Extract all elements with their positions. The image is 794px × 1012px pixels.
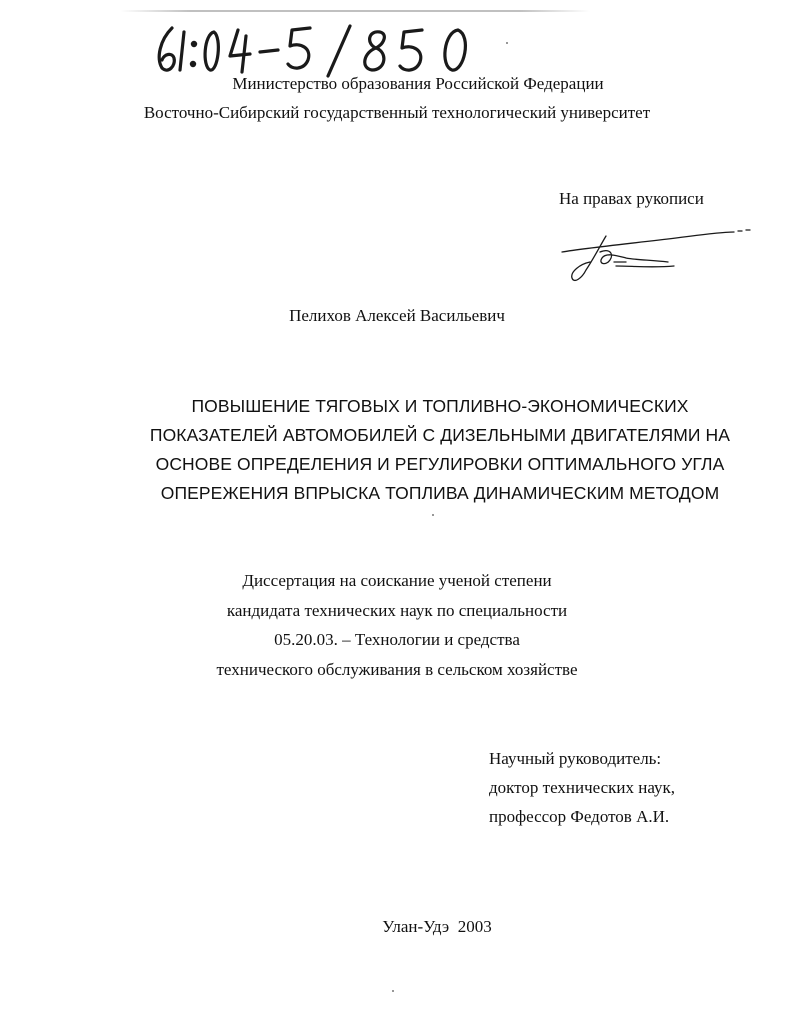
dissertation-description (0, 566, 794, 684)
supervisor-line: профессор Федотов А.И. (489, 807, 670, 826)
supervisor-line: доктор технических наук, (489, 778, 676, 797)
scientific-supervisor (489, 744, 675, 831)
author-name: Пелихов Алексей Васильевич (289, 306, 505, 325)
manuscript-rights-note: На правах рукописи (559, 189, 704, 208)
handwritten-signature-icon (556, 222, 756, 288)
scan-speck (432, 514, 434, 516)
signature-drawing (556, 222, 756, 288)
title-line: ОПЕРЕЖЕНИЯ ВПРЫСКА ТОПЛИВА ДИНАМИЧЕСКИМ МЕТОДОМ (160, 483, 720, 503)
title-line: ПОВЫШЕНИЕ ТЯГОВЫХ И ТОПЛИВНО-ЭКОНОМИЧЕСКИХ (191, 396, 689, 416)
title-line: ОСНОВЕ ОПРЕДЕЛЕНИЯ И РЕГУЛИРОВКИ ОПТИМАЛЬНОГО УГЛА (155, 454, 725, 474)
place-and-year: Улан-Удэ 2003 (382, 917, 492, 936)
description-line: кандидата технических наук по специальности (226, 600, 568, 620)
description-line: технического обслуживания в сельском хозяйстве (216, 659, 578, 679)
title-line: ПОКАЗАТЕЛЕЙ АВТОМОБИЛЕЙ С ДИЗЕЛЬНЫМИ ДВИГАТЕЛЯМИ НА (149, 425, 731, 445)
scan-artifact-line (120, 10, 590, 12)
archive-number-handwriting (150, 22, 490, 78)
scan-speck (392, 990, 394, 992)
description-line: 05.20.03. – Технологии и средства (274, 630, 520, 649)
dissertation-title (120, 392, 760, 508)
supervisor-line: Научный руководитель: (489, 749, 662, 768)
handwritten-archive-number (150, 22, 490, 78)
ministry-name: Министерство образования Российской Федерации (232, 74, 604, 93)
scan-speck (506, 42, 508, 44)
university-name: Восточно-Сибирский государственный технологический университет (143, 103, 651, 122)
description-line: Диссертация на соискание ученой степени (242, 571, 552, 590)
